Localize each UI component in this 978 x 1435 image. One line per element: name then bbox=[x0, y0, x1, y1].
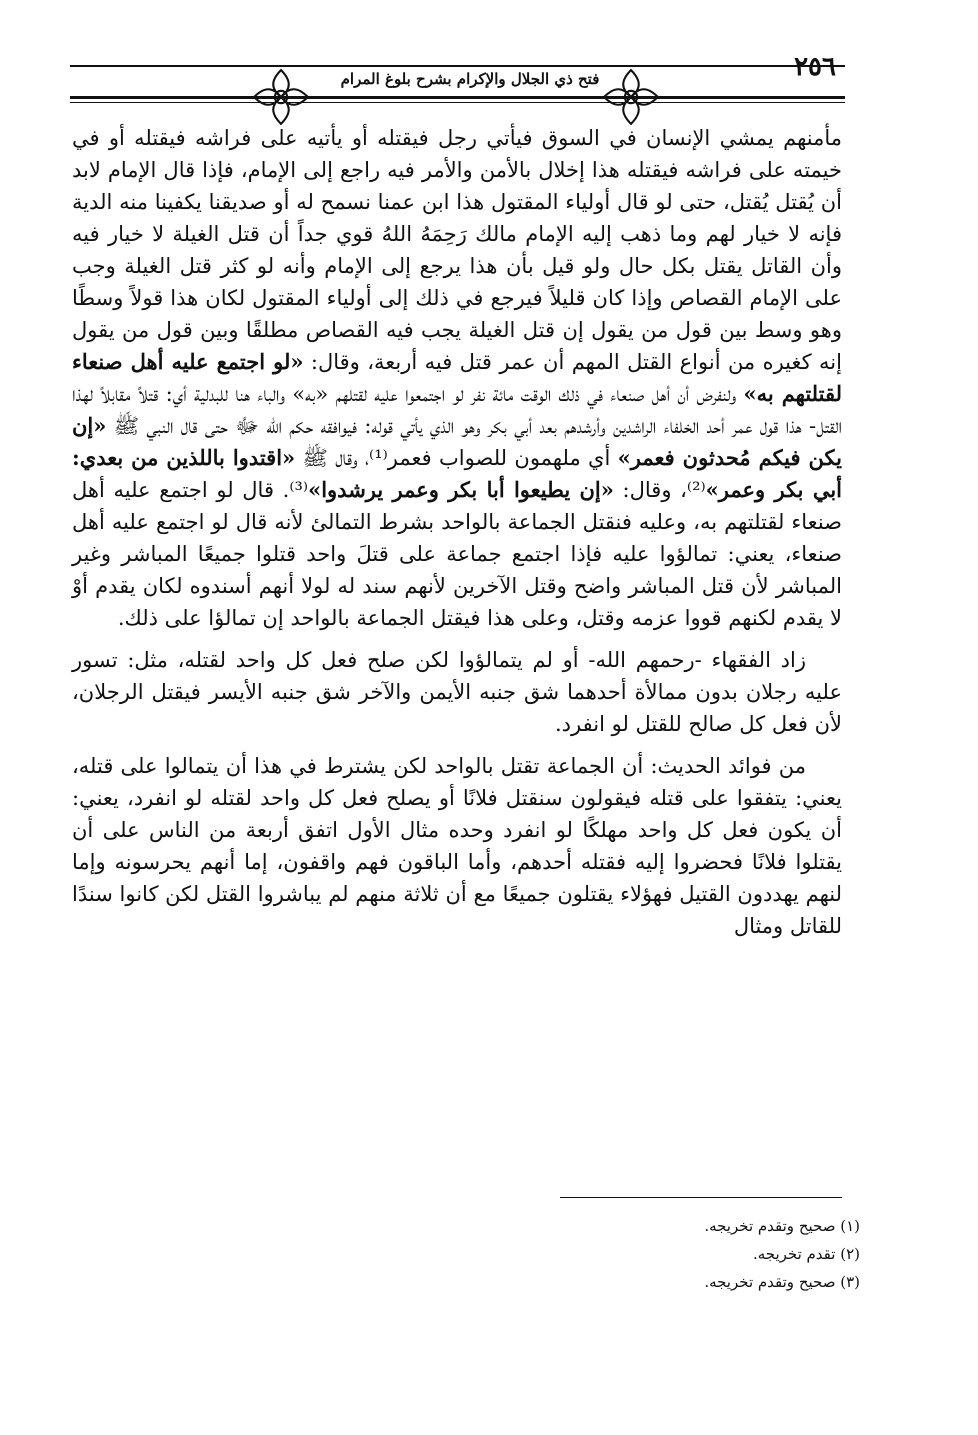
page-number: ٢٥٦ bbox=[794, 52, 836, 82]
paragraph bbox=[72, 644, 842, 740]
header-rule-top bbox=[70, 65, 845, 67]
hadith-quote: «إن يكن فيكم مُحدثون فعمر» bbox=[72, 413, 842, 470]
page-header bbox=[0, 52, 978, 122]
footnote-3: (٣) صحيح وتقدم تخريجه. bbox=[704, 1273, 860, 1291]
text-segment: ولنفرض أن أهل صنعاء في ذلك الوقت مائة نفر لو اجتمعوا عليه لقتلهم «به» والباء هنا للبدلية أي: قتلاً مقابلاً لهذا القتل- هذا قول عمر أحد الخلفاء الراشدين وأرشدهم بعد أبي بكر وهو الذي يأتي قوله: فيوافقه حكم الله ﷻ حتى قال النبي ﷺ bbox=[72, 382, 842, 438]
footnote-1: (١) صحيح وتقدم تخريجه. bbox=[704, 1217, 860, 1235]
text-segment: ⁽²⁾، وقال: bbox=[613, 478, 706, 502]
hadith-quote: «إن يطيعوا أبا بكر وعمر يرشدوا» bbox=[308, 477, 614, 502]
book-title: فتح ذي الجلال والإكرام بشرح بلوغ المرام bbox=[320, 70, 620, 88]
paragraph bbox=[72, 122, 842, 634]
footnote-2: (٢) تقدم تخريجه. bbox=[752, 1245, 860, 1263]
hadith-quote: «لو اجتمع عليه أهل صنعاء لقتلتهم به» bbox=[72, 349, 842, 406]
text-segment: أي ملهمون للصواب فعمر⁽¹⁾، وقال ﷺ bbox=[295, 446, 618, 470]
footnote-divider bbox=[560, 1197, 842, 1198]
text-segment: مأمنهم يمشي الإنسان في السوق فيأتي رجل فيقتله أو يأتيه على فراشه فيقتله أو في خيمته على فراشه فيقتله هذا إخلال بالأمن والأمر فيه راجع إلى الإمام، فإذا قال الإمام لابد أن يُقتل يُقتل، حتى لو قال أولياء المقتول هذا ابن عمنا نسمح له أو صديقنا يكفينا منه الدية فإنه لا خيار لهم وما ذهب إليه الإمام مالك رَحِمَهُ اللهُ قوي جداً أن قتل الغيلة لا خيار فيه وأن القاتل يقتل بكل حال ولو قيل بأن هذا يرجع إلى الإمام وأنه لو كثر قتل الغيلة وجب على الإمام القصاص وإذا كان قليلاً فيرجع في ذلك إلى أولياء المقتول لكان هذا قولاً وسطًا وهو وسط بين قول من يقول إن قتل الغيلة يجب فيه القصاص مطلقًا وبين قول من يقول إنه كغيره من أنواع القتل المهم أن عمر قتل فيه أربعة، وقال: bbox=[72, 126, 842, 374]
paragraph bbox=[72, 750, 842, 942]
footnotes bbox=[260, 1212, 860, 1296]
text-segment: من فوائد الحديث: أن الجماعة تقتل بالواحد لكن يشترط في هذا أن يتمالوا على قتله، يعني: يتفقوا على قتله فيقولون سنقتل فلانًا أو يصلح فعل كل واحد لقتله لو انفرد، يعني: أن يكون فعل كل واحد مهلكًا لو انفرد وحده مثال الأول اتفق أربعة من الناس على أن يقتلوا فلانًا فحضروا إليه فقتله أحدهم، وأما الباقون فهم واقفون، إما أنهم يحرسونه وإما لنهم يهددون القتيل فهؤلاء يقتلون جميعًا مع أن ثلاثة منهم لم يباشروا القتل لكن كانوا سندًا للقاتل ومثال bbox=[72, 754, 842, 938]
hadith-quote: «اقتدوا باللذين من بعدي: أبي بكر وعمر» bbox=[72, 445, 843, 502]
header-rule-bottom-thin bbox=[70, 102, 845, 103]
text-segment: ⁽³⁾. قال لو اجتمع عليه أهل صنعاء لقتلتهم به، وعليه فنقتل الجماعة بالواحد بشرط التمالئ لأنه قال لو اجتمع عليه أهل صنعاء، يعني: تمالؤوا عليه فإذا اجتمع جماعة على قتلَ واحد قتلوا جميعًا المباشر وغير المباشر لأن قتل المباشر واضح وقتل الآخرين لأنهم سند له لولا أنهم أسندوه لكان يقدم أوْ لا يقدم لكنهم قووا عزمه وقتل، وعلى هذا فيقتل الجماعة بالواحد إن تمالؤا على ذلك. bbox=[72, 478, 842, 630]
ornament-left-icon bbox=[250, 66, 312, 128]
text-segment: زاد الفقهاء -رحمهم الله- أو لم يتمالؤوا لكن صلح فعل كل واحد لقتله، مثل: تسور عليه رجلان بدون ممالأة أحدهما شق جنبه الأيمن والآخر شق جنبه الأيسر فيقتل الرجلان، لأن فعل كل صالح للقتل لو انفرد. bbox=[72, 648, 842, 736]
header-rule-bottom bbox=[70, 96, 845, 99]
main-text bbox=[72, 122, 842, 942]
